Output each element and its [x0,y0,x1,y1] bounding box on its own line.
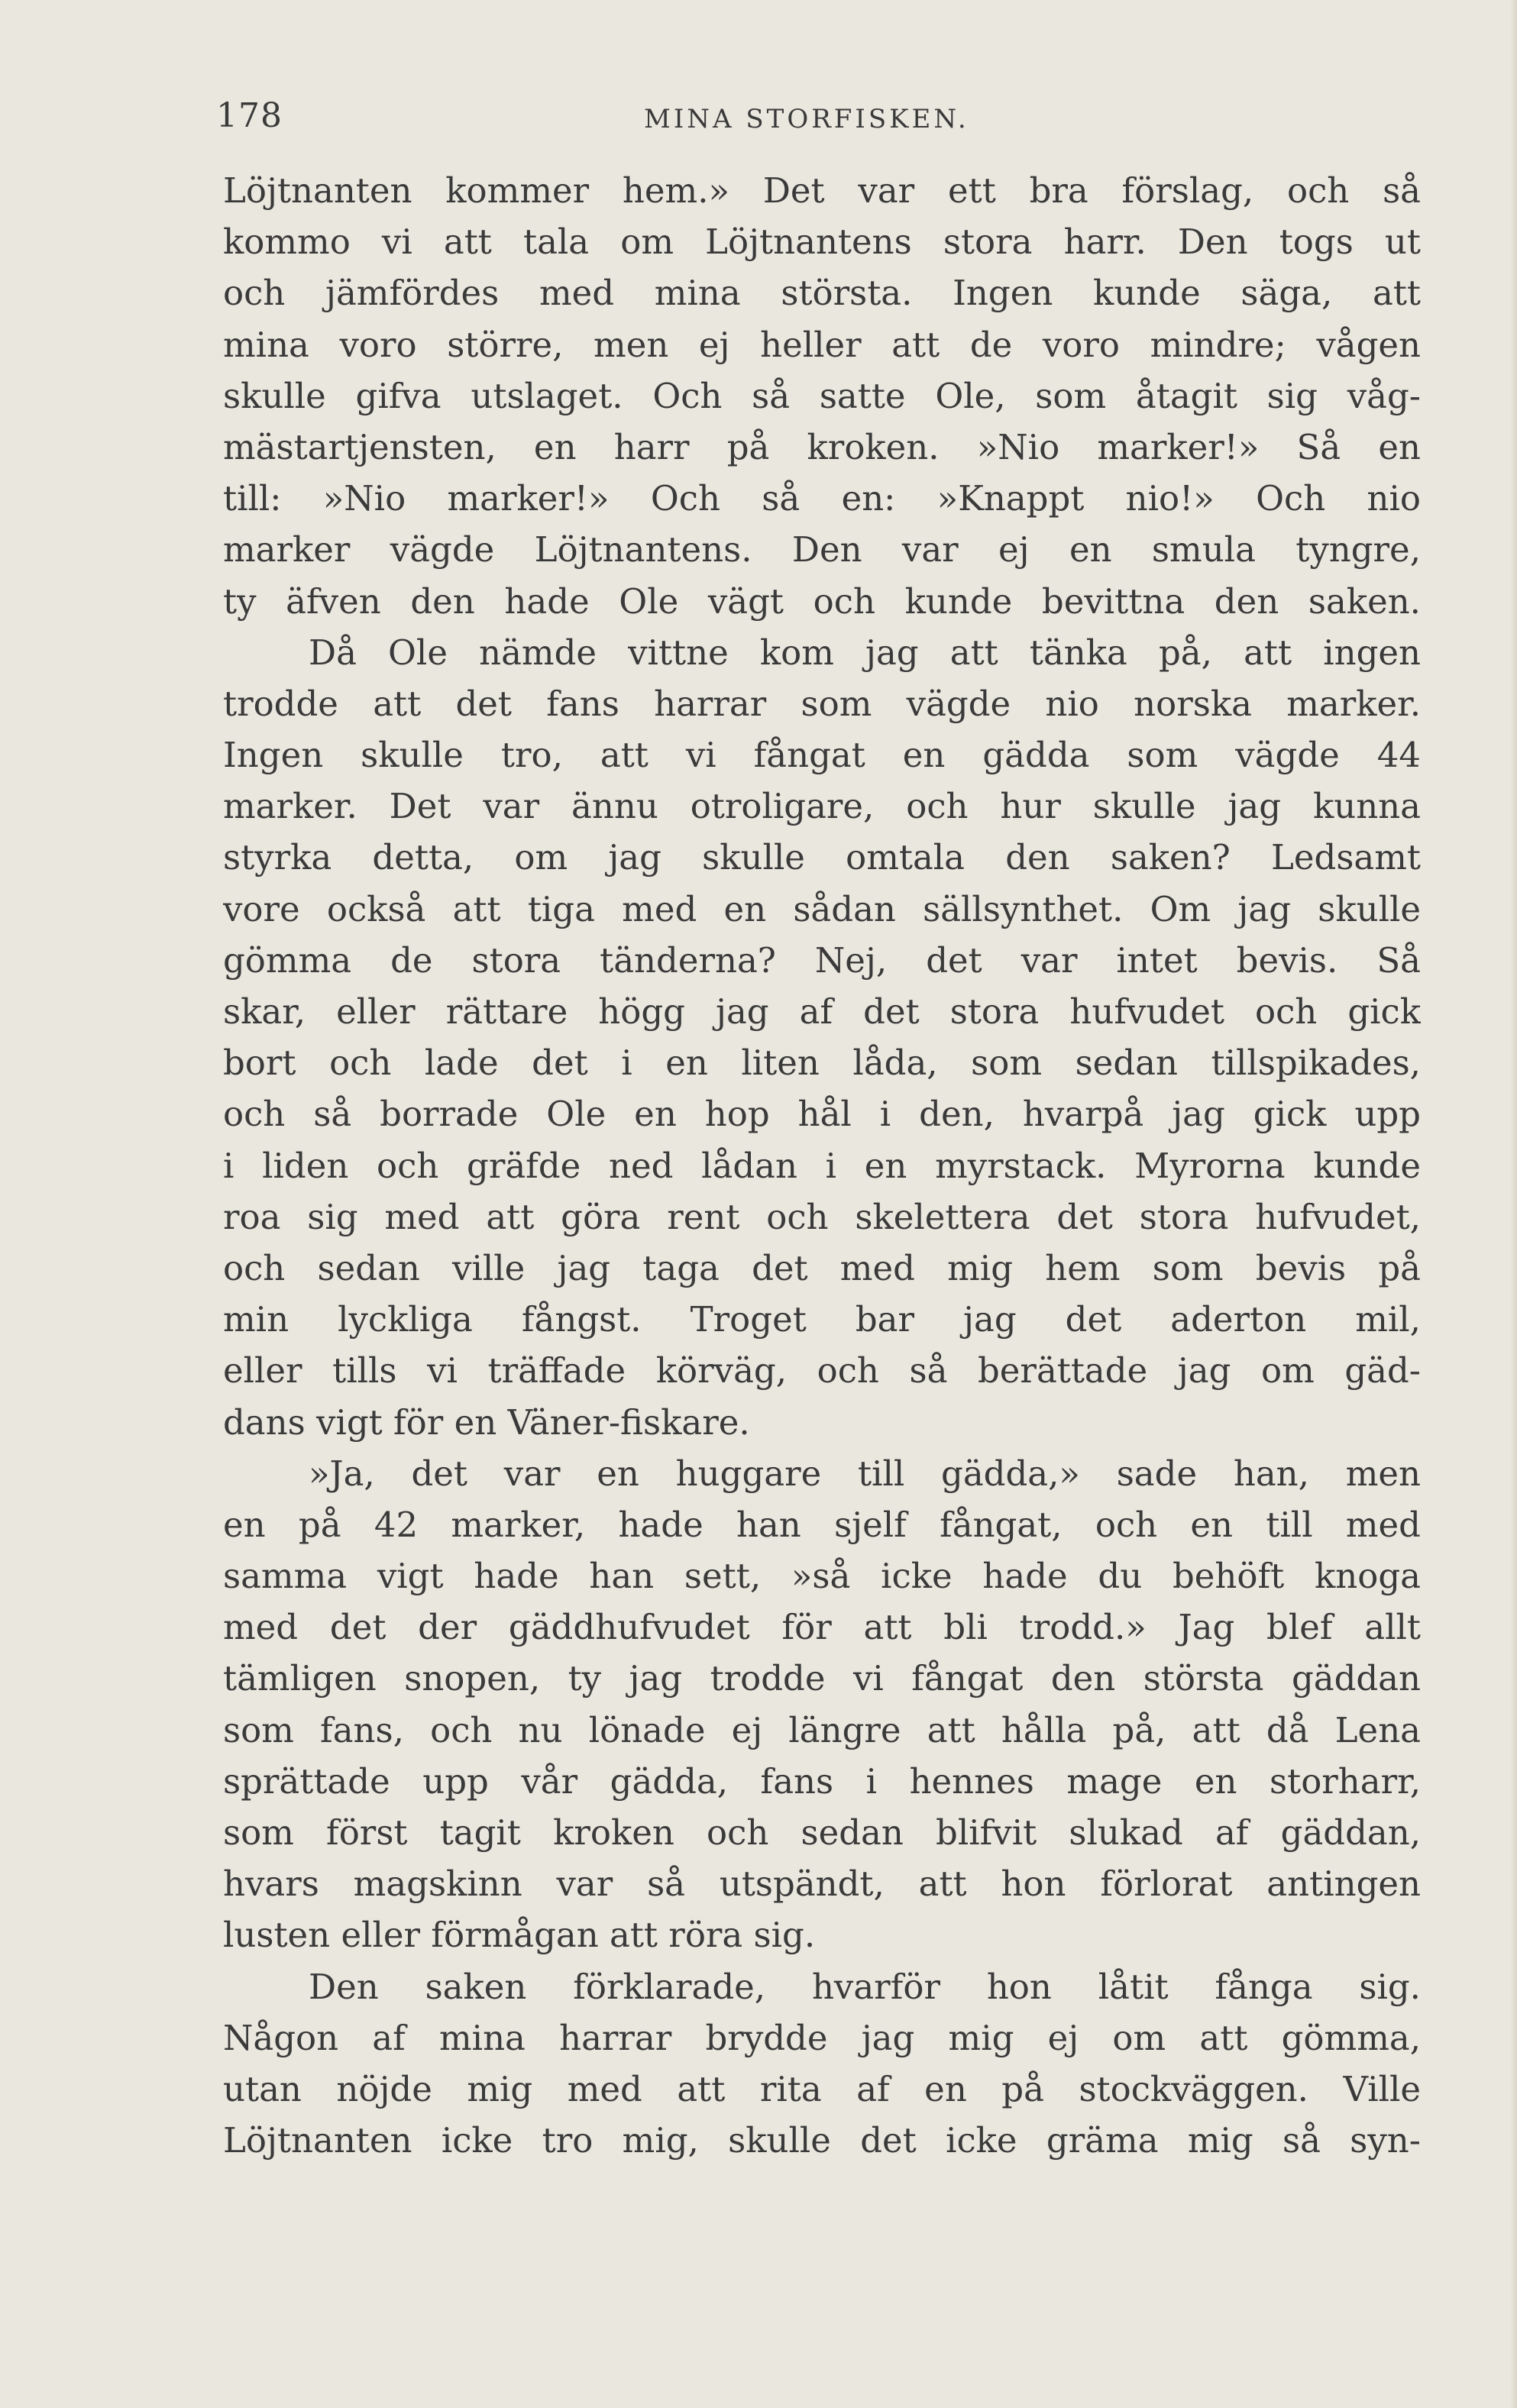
text-line: utan nöjde mig med att rita af en på stockväggen. Ville [223,2068,1421,2109]
text-line: eller tills vi träffade körväg, och så berättade jag om gäd- [223,1350,1421,1391]
text-line: samma vigt hade han sett, »så icke hade du behöft knoga [223,1556,1421,1597]
text-line: skar, eller rättare högg jag af det stora hufvudet och gick [223,991,1421,1032]
body-text [223,165,1421,2166]
running-title: MINA STORFISKEN. [644,104,969,134]
text-line: mästartjensten, en harr på kroken. »Nio marker!» Så en [223,426,1421,467]
text-line: styrka detta, om jag skulle omtala den saken? Ledsamt [223,837,1421,878]
text-line: »Ja, det var en huggare till gädda,» sade han, men [309,1453,1421,1494]
text-line: tämligen snopen, ty jag trodde vi fångat den största gäddan [223,1658,1421,1699]
running-head [216,96,1427,142]
text-line: marker. Det var ännu otroligare, och hur skulle jag kunna [223,786,1421,827]
text-line: sprättade upp vår gädda, fans i hennes mage en storharr, [223,1760,1421,1802]
text-line: Löjtnanten icke tro mig, skulle det icke gräma mig så syn- [223,2120,1421,2161]
text-line: kommo vi att tala om Löjtnantens stora harr. Den togs ut [223,221,1421,263]
text-line: min lyckliga fångst. Troget bar jag det aderton mil, [223,1299,1421,1340]
text-line: och jämfördes med mina största. Ingen kunde säga, att [223,273,1421,314]
text-line: hvars magskinn var så utspändt, att hon förlorat antingen [223,1863,1421,1905]
text-line: gömma de stora tänderna? Nej, det var intet bevis. Så [223,939,1421,981]
text-line: och sedan ville jag taga det med mig hem som bevis på [223,1247,1421,1288]
text-line: Ingen skulle tro, att vi fångat en gädda som vägde 44 [223,735,1421,776]
text-line: marker vägde Löjtnantens. Den var ej en smula tyngre, [223,529,1421,570]
text-line: som först tagit kroken och sedan blifvit slukad af gäddan, [223,1812,1421,1853]
text-line: till: »Nio marker!» Och så en: »Knappt nio!» Och nio [223,478,1421,519]
text-line: en på 42 marker, hade han sjelf fångat, och en till med [223,1504,1421,1545]
text-line: Löjtnanten kommer hem.» Det var ett bra förslag, och så [223,170,1421,211]
text-line: Den saken förklarade, hvarför hon låtit fånga sig. [309,1966,1421,2007]
text-line: dans vigt för en Väner-fiskare. [223,1401,750,1443]
page-number: 178 [216,96,283,135]
text-line: och så borrade Ole en hop hål i den, hvarpå jag gick upp [223,1094,1421,1135]
text-line: roa sig med att göra rent och skelettera det stora hufvudet, [223,1196,1421,1237]
text-line: Någon af mina harrar brydde jag mig ej om att gömma, [223,2017,1421,2058]
text-line: i liden och gräfde ned lådan i en myrstack. Myrorna kunde [223,1145,1421,1186]
text-line: Då Ole nämde vittne kom jag att tänka på, att ingen [309,632,1421,673]
text-line: vore också att tiga med en sådan sällsynthet. Om jag skulle [223,888,1421,929]
text-line: som fans, och nu lönade ej längre att hålla på, att då Lena [223,1709,1421,1750]
page-edge-shadow [1511,0,1517,2408]
text-line: skulle gifva utslaget. Och så satte Ole, som åtagit sig våg- [223,375,1421,416]
text-line: ty äfven den hade Ole vägt och kunde bevittna den saken. [223,580,1421,622]
text-line: lusten eller förmågan att röra sig. [223,1915,816,1956]
text-line: med det der gäddhufvudet för att bli trodd.» Jag blef allt [223,1607,1421,1648]
text-line: trodde att det fans harrar som vägde nio norska marker. [223,683,1421,724]
text-line: bort och lade det i en liten låda, som sedan tillspikades, [223,1042,1421,1084]
text-line: mina voro större, men ej heller att de voro mindre; vågen [223,324,1421,365]
